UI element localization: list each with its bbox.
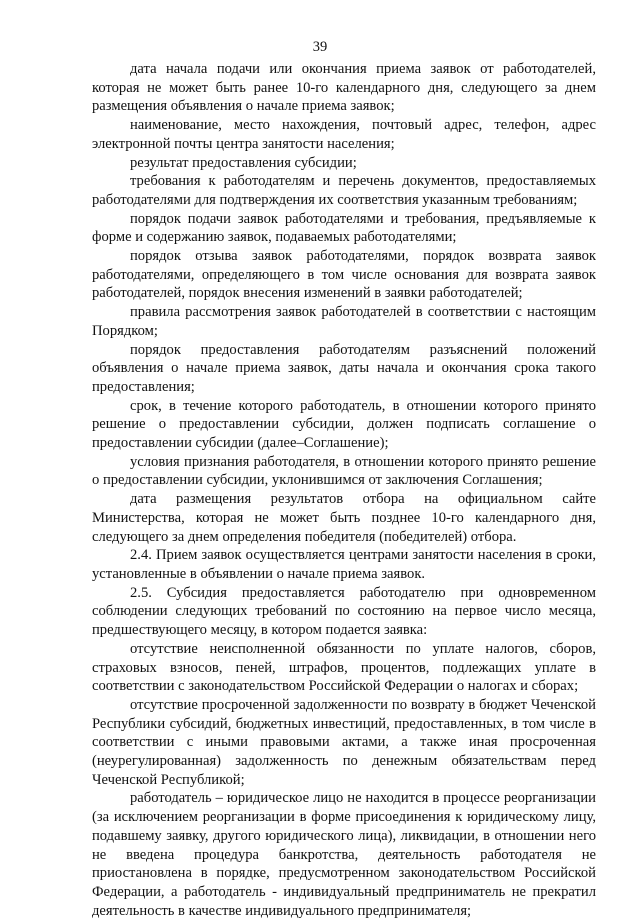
paragraph: требования к работодателям и перечень документов, предоставляемых работодателями для подтверждения их соответствия указанным требованиям; <box>92 173 596 208</box>
paragraph: условия признания работодателя, в отношении которого принято решение о предоставлении субсидии, уклонившимся от заключения Соглашения; <box>92 453 596 489</box>
paragraph: 2.4. Прием заявок осуществляется центрами занятости населения в сроки, установленные в объявлении о начале приема заявок. <box>92 547 596 582</box>
page-number: 39 <box>312 39 328 55</box>
paragraph: дата размещения результатов отбора на официальном сайте Министерства, которая не может быть позднее 10-го календарного дня, следующего за днем определения победителя (победителей) отбора. <box>92 491 596 545</box>
paragraph: 2.5. Субсидия предоставляется работодателю при одновременном соблюдении следующих требований по состоянию на первое число месяца, предшествующего месяцу, в котором подается заявка: <box>92 584 596 639</box>
paragraph: правила рассмотрения заявок работодателей в соответствии с настоящим Порядком; <box>92 304 596 339</box>
paragraph: работодатель – юридическое лицо не находится в процессе реорганизации (за исключением реорганизации в форме присоединения к юридическому лицу, подавшему заявку, другого юридического лица), ликвидации, в отношении него не введена процедура банкротства, деятельность работодателя не приостановлена в порядке, предусмотренном законодательством Российской Федерации, а работодатель - индивидуальный предприниматель не прекратил деятельность в качестве индивидуального предпринимателя; <box>92 790 596 919</box>
paragraph: результат предоставления субсидии; <box>130 154 357 171</box>
paragraph: порядок предоставления работодателям разъяснений положений объявления о начале приема заявок, даты начала и окончания срока такого предоставления; <box>92 341 596 395</box>
paragraph: срок, в течение которого работодатель, в отношении которого принято решение о предоставлении субсидии, должен подписать соглашение о предоставлении субсидии (далее–Соглашение); <box>92 397 596 452</box>
paragraph: отсутствие неисполненной обязанности по уплате налогов, сборов, страховых взносов, пеней, штрафов, процентов, подлежащих уплате в соответствии с законодательством Российской Федерации о налогах и сборах; <box>92 640 596 695</box>
paragraph: порядок подачи заявок работодателями и требования, предъявляемые к форме и содержанию заявок, подаваемых работодателями; <box>92 210 596 246</box>
paragraph: порядок отзыва заявок работодателями, порядок возврата заявок работодателями, определяющего в том числе основания для возврата заявок работодателей, порядок внесения изменений в заявки работодателей; <box>92 248 596 302</box>
document-body <box>92 60 596 920</box>
paragraph: дата начала подачи или окончания приема заявок от работодателей, которая не может быть ранее 10-го календарного дня, следующего за днем размещения объявления о начале приема заявок; <box>92 61 596 115</box>
paragraph: наименование, место нахождения, почтовый адрес, телефон, адрес электронной почты центра занятости населения; <box>92 117 596 152</box>
paragraph: отсутствие просроченной задолженности по возврату в бюджет Чеченской Республики субсидий, бюджетных инвестиций, предоставленных, в том числе в соответствии с иными правовыми актами, а также иная просроченная (неурегулированная) задолженность по денежным обязательствам перед Чеченской Республикой; <box>92 696 596 788</box>
